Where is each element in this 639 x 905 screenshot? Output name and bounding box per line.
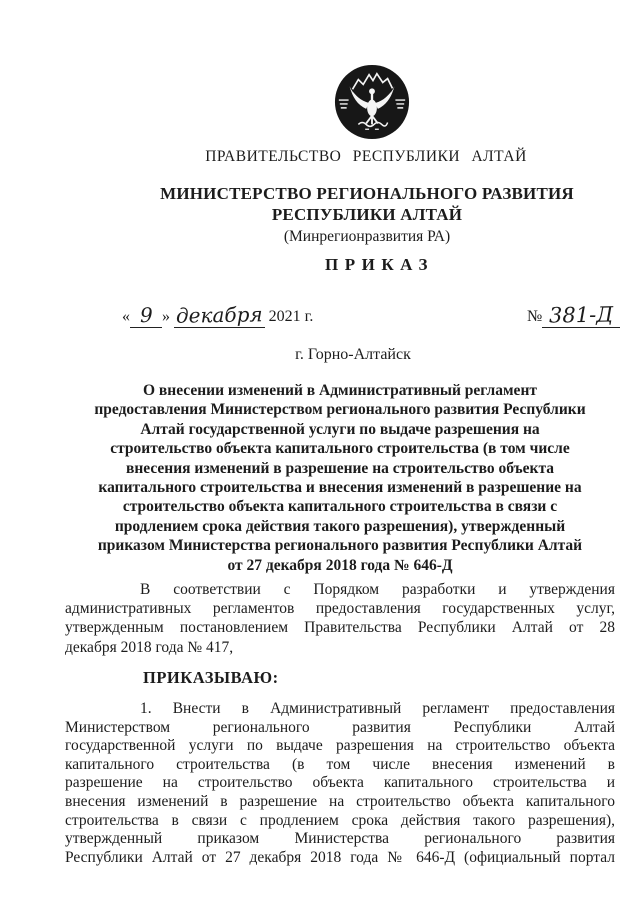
place-line: г. Горно-Алтайск — [295, 346, 411, 363]
subject-line: приказом Министерства регионального развития Республики Алтай — [97, 537, 583, 555]
date-field — [122, 304, 313, 328]
item-1-line: государственной услуги по выдаче разрешения на строительство объекта — [65, 737, 615, 755]
date-number-row — [0, 304, 639, 334]
subject-line: капитального строительства и внесения изменений в разрешение на — [98, 479, 582, 497]
order-number-field — [527, 304, 620, 328]
subject-line: строительство объекта капитального строительства в связи с — [122, 498, 558, 516]
number-sign: № — [527, 308, 543, 325]
altai-coat-of-arms-icon — [333, 63, 411, 141]
intro-line: административных регламентов предоставления государственных услуг, — [65, 600, 615, 618]
ministry-name-block — [67, 183, 639, 246]
item-1-line: утвержденный приказом Министерства регионального развития — [65, 830, 615, 848]
number-underline — [542, 304, 620, 328]
open-quote: « — [122, 308, 130, 325]
order-verb: ПРИКАЗЫВАЮ: — [143, 668, 279, 687]
subject-line: продлением срока действия такого разрешения), утвержденный — [114, 517, 566, 535]
subject-line: от 27 декабря 2018 года № 646-Д — [227, 556, 453, 574]
close-quote: » — [162, 308, 170, 325]
item-1-line: капитального строительства (в том числе внесения изменений в — [65, 755, 615, 773]
emblem-graphic — [333, 63, 411, 141]
item-1-line: внесения изменений в разрешение на строительство объекта капитального — [65, 792, 615, 810]
item-1-line: Республики Алтай от 27 декабря 2018 года № 646-Д (официальный портал — [65, 848, 615, 866]
item-1-line: 1. Внести в Административный регламент предоставления — [140, 700, 615, 717]
intro-line: декабря 2018 года № 417, — [65, 638, 234, 656]
handwritten-day: 9 — [139, 302, 153, 328]
subject-line: строительство объекта капитального строительства (в том числе — [110, 440, 570, 458]
item-1-paragraph — [65, 700, 615, 867]
subject-line: предоставления Министерством регионального развития Республики — [94, 401, 586, 419]
item-1-line: разрешение на строительство объекта капитального строительства и — [65, 774, 615, 792]
subject-line: внесения изменений в разрешение на строительство объекта — [125, 459, 555, 477]
year-label: 2021 г. — [268, 308, 314, 325]
document-type-title: ПРИКАЗ — [325, 255, 434, 274]
ministry-name-line1: МИНИСТЕРСТВО РЕГИОНАЛЬНОГО РАЗВИТИЯ — [160, 184, 574, 203]
ministry-name-line2: РЕСПУБЛИКИ АЛТАЙ — [271, 205, 463, 224]
handwritten-month: декабря — [175, 302, 263, 328]
intro-line: утвержденным постановлением Правительства Республики Алтай от 28 — [65, 619, 615, 637]
subject-line: Алтай государственной услуги по выдаче разрешения на — [140, 420, 540, 438]
subject-line: О внесении изменений в Административный регламент — [143, 382, 537, 399]
handwritten-number: 381-Д — [548, 302, 614, 328]
intro-line: В соответствии с Порядком разработки и утверждения — [140, 581, 615, 598]
month-underline — [174, 304, 265, 328]
intro-paragraph — [65, 580, 615, 657]
government-title: ПРАВИТЕЛЬСТВО РЕСПУБЛИКИ АЛТАЙ — [205, 148, 527, 165]
ministry-short-name: (Минрегионразвития РА) — [283, 228, 451, 245]
subject-title — [65, 381, 615, 575]
day-underline — [130, 304, 162, 328]
item-1-line: Министерством регионального развития Республики Алтай — [65, 718, 615, 736]
item-1-line: строительства в связи с продлением срока действия такого разрешения), — [65, 811, 615, 829]
